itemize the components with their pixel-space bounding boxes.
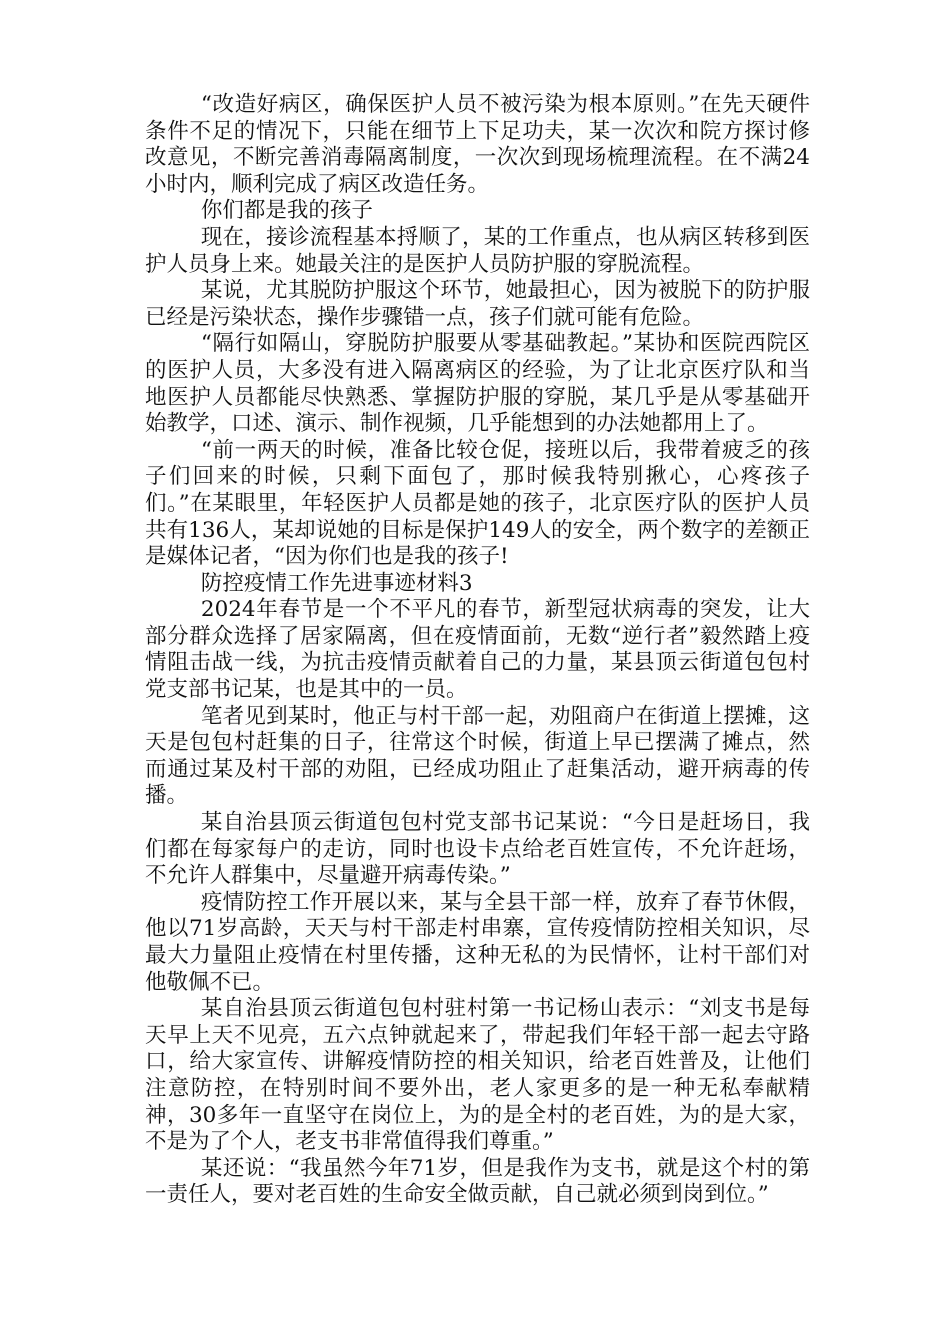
paragraph-removal-concern: 某说，尤其脱防护服这个环节，她最担心，因为被脱下的防护服已经是污染状态，操作步骤错一点，孩子们就可能有危险。 — [145, 278, 810, 330]
section-heading-material-3: 防控疫情工作先进事迹材料3 — [200, 570, 473, 596]
paragraph-children-quote: “前一两天的时候，准备比较仓促，接班以后，我带着疲乏的孩子们回来的时候，只剩下面包了，那时候我特别揪心，心疼孩子们。”在某眼里，年轻医护人员都是她的孩子，北京医疗队的医护人员共有136人，某却说她的目标是保护149人的安全，两个数字的差额正是媒体记者，“因为你们也是我的孩子! — [145, 437, 810, 570]
paragraph-secretary-quote: 某自治县顶云街道包包村党支部书记某说：“今日是赶场日，我们都在每家每户的走访，同时也设卡点给老百姓宣传，不允许赶场，不允许人群集中，尽量避开病毒传染。” — [145, 810, 810, 889]
paragraph-market-day: 笔者见到某时，他正与村干部一起，劝阻商户在街道上摆摊，这天是包包村赶集的日子，往常这个时候，街道上早已摆满了摊点，然而通过某及村干部的劝阻，已经成功阻止了赶集活动，避开病毒的传播。 — [145, 703, 810, 809]
paragraph-responsibility-quote: 某还说：“我虽然今年71岁，但是我作为支书，就是这个村的第一责任人，要对老百姓的生命安全做贡献，自己就必须到岗到位。” — [145, 1155, 810, 1208]
document-page — [145, 92, 810, 1209]
paragraph-work-focus: 现在，接诊流程基本捋顺了，某的工作重点，也从病区转移到医护人员身上来。她最关注的是医护人员防护服的穿脱流程。 — [145, 224, 810, 277]
paragraph-first-secretary-quote: 某自治县顶云街道包包村驻村第一书记杨山表示：“刘支书是每天早上天不见亮，五六点钟就起来了，带起我们年轻干部一起去守路口，给大家宣传、讲解疫情防控的相关知识，给老百姓普及，让他们注意防控，在特别时间不要外出，老人家更多的是一种无私奉献精神，30多年一直坚守在岗位上，为的是全村的老百姓，为的是大家，不是为了个人，老支书非常值得我们尊重。” — [145, 996, 810, 1155]
paragraph-training: “隔行如隔山，穿脱防护服要从零基础教起。”某协和医院西院区的医护人员，大多没有进入隔离病区的经验，为了让北京医疗队和当地医护人员都能尽快熟悉、掌握防护服的穿脱，某几乎是从零基础开始教学，口述、演示、制作视频，几乎能想到的办法她都用上了。 — [145, 331, 810, 437]
section-heading-my-children: 你们都是我的孩子 — [200, 198, 373, 224]
paragraph-ward-renovation: “改造好病区，确保医护人员不被污染为根本原则。”在先天硬件条件不足的情况下，只能在细节上下足功夫，某一次次和院方探讨修改意见，不断完善消毒隔离制度，一次次到现场梳理流程。在不满24小时内，顺利完成了病区改造任务。 — [145, 92, 810, 197]
paragraph-spring-festival: 2024年春节是一个不平凡的春节，新型冠状病毒的突发，让大部分群众选择了居家隔离，但在疫情面前，无数“逆行者”毅然踏上疫情阻击战一线，为抗击疫情贡献着自己的力量，某县顶云街道包包村党支部书记某，也是其中的一员。 — [145, 597, 810, 703]
paragraph-prevention-work: 疫情防控工作开展以来，某与全县干部一样，放弃了春节休假，他以71岁高龄，天天与村干部走村串寨，宣传疫情防控相关知识，尽最大力量阻止疫情在村里传播，这种无私的为民情怀，让村干部们对他敬佩不已。 — [145, 889, 810, 995]
